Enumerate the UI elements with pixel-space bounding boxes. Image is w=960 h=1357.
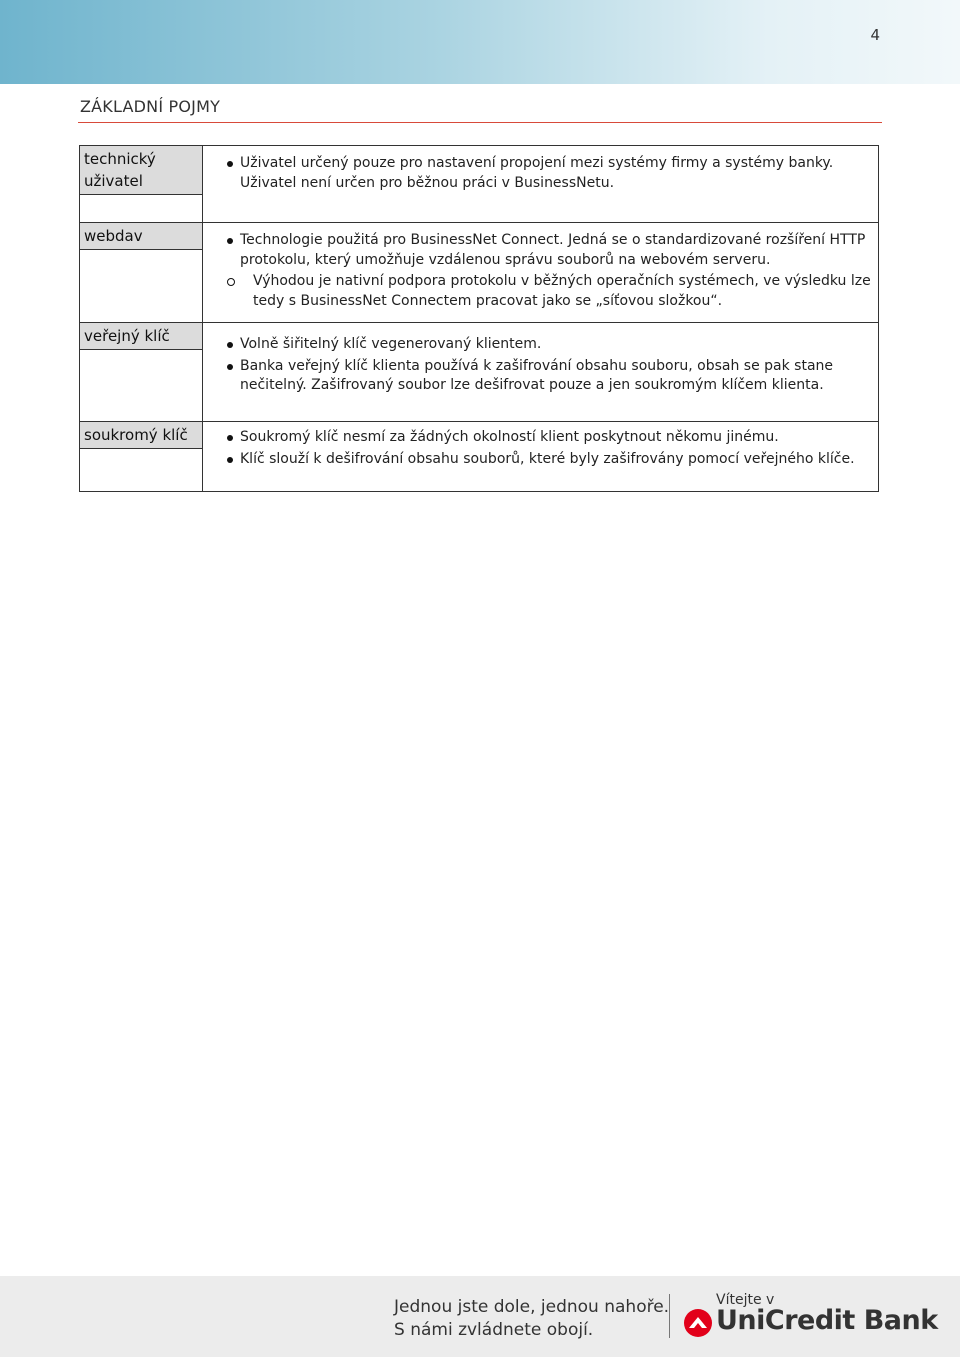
- table-row: [80, 223, 879, 323]
- table-row: [80, 422, 879, 492]
- list-item: Technologie použitá pro BusinessNet Connect. Jedná se o standardizované rozšíření HTTP protokolu, který umožňuje vzdálenou správu souborů na webovém serveru.: [227, 231, 870, 270]
- definition-list: [203, 422, 878, 479]
- term-cell: [80, 323, 203, 422]
- brand-name: UniCredit Bank: [716, 1305, 938, 1336]
- term-cell: [80, 422, 203, 492]
- sub-list: [203, 272, 878, 311]
- term-label: technický uživatel: [80, 146, 202, 195]
- footer-slogan: [394, 1296, 669, 1342]
- slogan-line: S námi zvládnete obojí.: [394, 1320, 594, 1340]
- list-item: Banka veřejný klíč klienta používá k zašifrování obsahu souboru, obsah se pak stane nečitelný. Zašifrovaný soubor lze dešifrovat pouze a jen soukromým klíčem klienta.: [227, 357, 870, 396]
- list-item: Uživatel určený pouze pro nastavení propojení mezi systémy firmy a systémy banky. Uživatel není určen pro běžnou práci v BusinessNetu.: [227, 154, 870, 193]
- sub-list-item: Výhodou je nativní podpora protokolu v běžných operačních systémech, ve výsledku lze tedy s BusinessNet Connectem pracovat jako se „síťovou složkou“.: [227, 272, 878, 311]
- term-cell: [80, 146, 203, 223]
- list-item: Klíč slouží k dešifrování obsahu souborů, které byly zašifrovány pomocí veřejného klíče.: [227, 450, 870, 470]
- unicredit-logo-icon: [683, 1308, 713, 1338]
- terms-table: [79, 145, 879, 492]
- term-label: veřejný klíč: [80, 323, 202, 350]
- page-number: 4: [870, 26, 880, 44]
- brand-welcome: Vítejte v: [716, 1292, 775, 1308]
- footer-divider: [669, 1294, 670, 1338]
- definition-list: [203, 323, 878, 406]
- definition-cell: [203, 422, 879, 492]
- term-label: webdav: [80, 223, 202, 250]
- table-row: [80, 146, 879, 223]
- list-item: Soukromý klíč nesmí za žádných okolností klient poskytnout někomu jinému.: [227, 428, 870, 448]
- definition-list: [203, 146, 878, 203]
- slogan-line: Jednou jste dole, jednou nahoře.: [394, 1297, 670, 1317]
- term-cell: [80, 223, 203, 323]
- definition-cell: [203, 146, 879, 223]
- title-rule: [78, 122, 882, 123]
- top-banner: [0, 0, 960, 84]
- definition-cell: [203, 323, 879, 422]
- section-title: ZÁKLADNÍ POJMY: [80, 97, 221, 116]
- definition-cell: [203, 223, 879, 323]
- list-item: Volně šiřitelný klíč vegenerovaný klientem.: [227, 335, 870, 355]
- table-row: [80, 323, 879, 422]
- term-label: soukromý klíč: [80, 422, 202, 449]
